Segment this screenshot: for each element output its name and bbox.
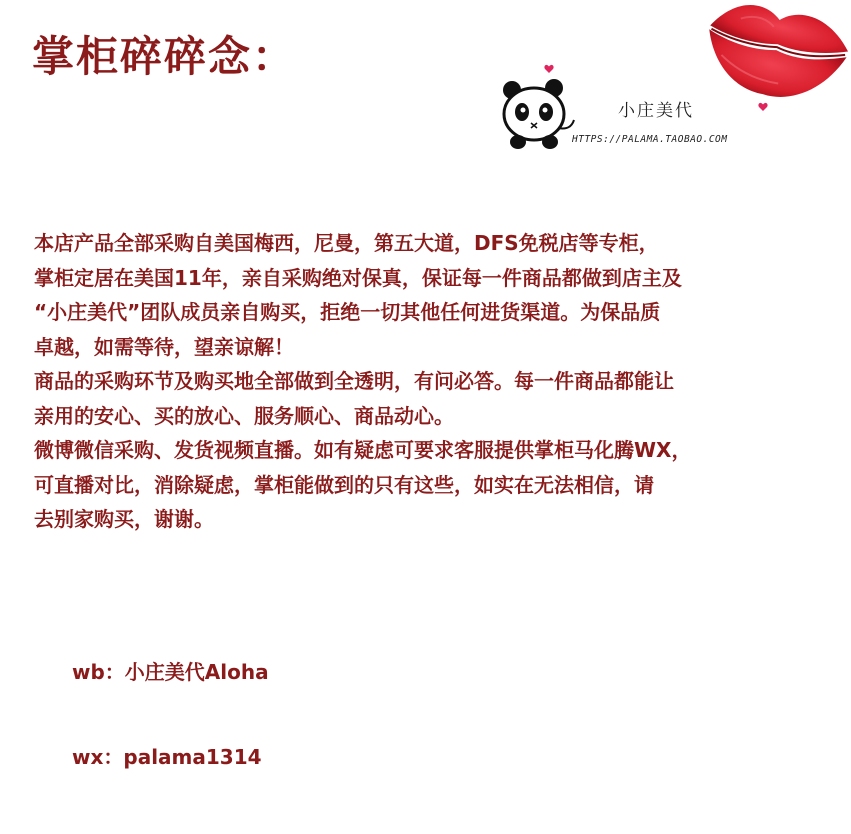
- heart-icon: [544, 64, 554, 74]
- statement-line: 可直播对比，消除疑虑，掌柜能做到的只有这些，如实在无法相信，请: [34, 472, 654, 497]
- logo-shop-url: HTTPS://PALAMA.TAOBAO.COM: [572, 134, 728, 145]
- page-title: 掌柜碎碎念：: [32, 32, 297, 81]
- statement-line: 本店产品全部采购自美国梅西，尼曼，第五大道，DFS免税店等专柜，: [34, 231, 659, 255]
- logo-shop-name: 小庄美代: [618, 101, 694, 121]
- wechat-contact: wx：palama1314: [72, 745, 262, 769]
- statement-line: 掌柜定居在美国11年，亲自采购绝对保真，保证每一件商品都做到店主及: [34, 265, 682, 290]
- heart-icon: [758, 102, 768, 112]
- weibo-contact: wb：小庄美代Aloha: [72, 660, 269, 684]
- panda-icon: [492, 68, 582, 158]
- statement-line: 去别家购买，谢谢。: [34, 507, 214, 531]
- shop-logo: [492, 62, 782, 158]
- statement-line: 亲用的安心、买的放心、服务顺心、商品动心。: [34, 403, 454, 428]
- statement-line: 卓越，如需等待，望亲谅解！: [34, 334, 294, 359]
- statement-line: “小庄美代”团队成员亲自购买，拒绝一切其他任何进货渠道。为保品质: [34, 300, 661, 324]
- statement-line: 商品的采购环节及购买地全部做到全透明，有问必答。每一件商品都能让: [34, 369, 674, 393]
- shop-statement: [34, 226, 834, 537]
- statement-line: 微博微信采购、发货视频直播。如有疑虑可要求客服提供掌柜马化腾WX，: [34, 438, 692, 462]
